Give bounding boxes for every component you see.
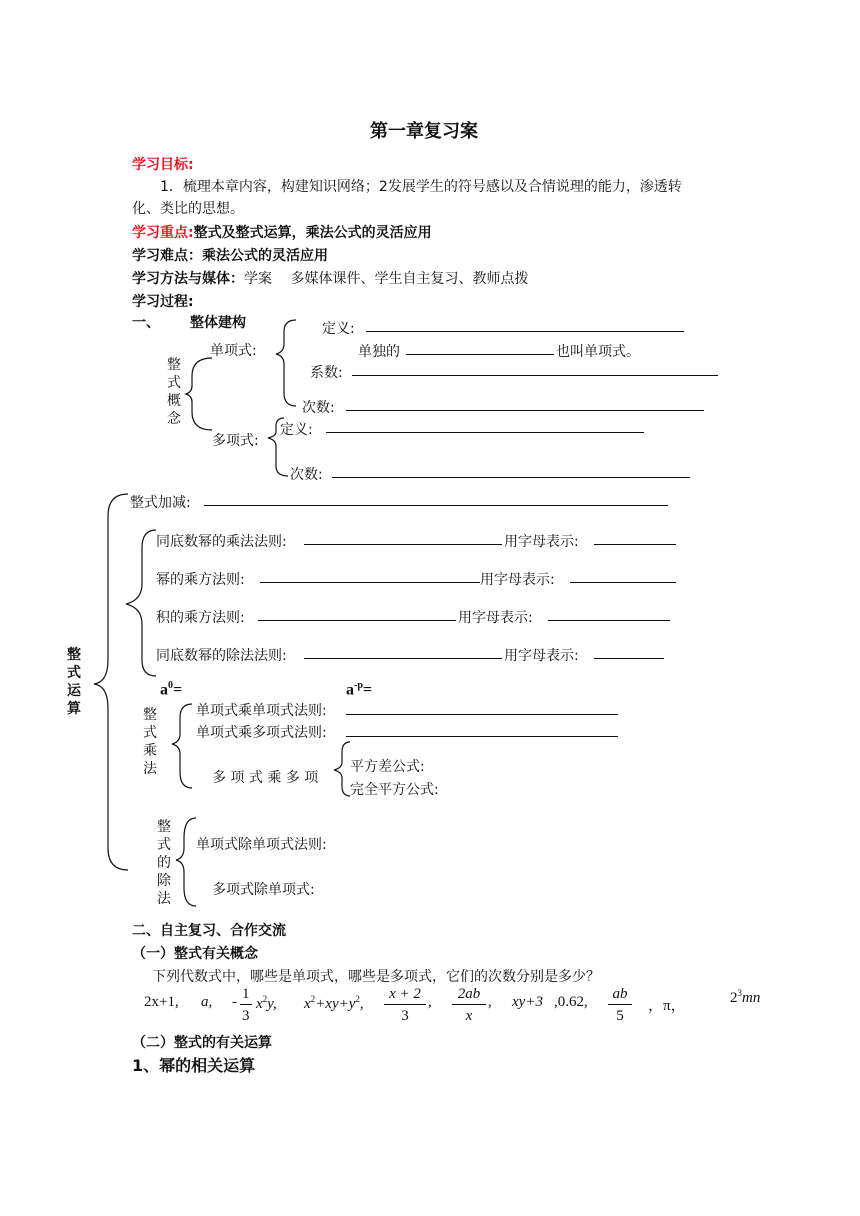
one-third-den: 3 (242, 1008, 250, 1024)
expr-x2y (256, 994, 277, 1013)
rule-letter-blank[interactable] (594, 544, 676, 545)
add-sub-label: 整式加减: (130, 495, 191, 511)
mono-def-label: 定义: (322, 321, 355, 337)
rule-letter-label: 用字母表示: (504, 648, 579, 664)
x2y-x: x (256, 996, 263, 1012)
goal-label: 学习目标: (132, 157, 194, 173)
a-zero-sup: 0 (168, 680, 173, 691)
section1-title: 整体建构 (190, 315, 246, 331)
add-sub-blank[interactable] (204, 505, 668, 506)
x2y-sup: 2 (262, 994, 268, 1004)
rule-blank[interactable] (260, 582, 480, 583)
expr-xy-plus-3: xy+3 (512, 994, 543, 1010)
rule-letter-label: 用字母表示: (480, 572, 555, 588)
mono-degree-blank[interactable] (346, 410, 704, 411)
poly-sup1: 2 (310, 994, 316, 1004)
frac2-den: x (465, 1008, 473, 1024)
rule-name: 积的乘方法则: (156, 610, 245, 626)
mult-mono-mono: 单项式乘单项式法则: (196, 703, 327, 719)
a-negp-base: a (346, 681, 354, 699)
div-mono-mono: 单项式除单项式法则: (196, 837, 327, 853)
div-vertical-label: 整式的除法 (157, 819, 171, 907)
pow-var: mn (742, 990, 761, 1006)
rule-letter-label: 用字母表示: (504, 534, 579, 550)
poly-end: , (359, 996, 364, 1012)
difficulty: 学习难点：乘法公式的灵活应用 (132, 248, 328, 264)
expr-x-plus-2-over-3 (384, 984, 426, 1027)
question-text: 下列代数式中，哪些是单项式，哪些是多项式，它们的次数分别是多少？ (152, 969, 600, 985)
subsection3-title: 1、幂的相关运算 (132, 1056, 256, 1075)
frac2-num: 2ab (452, 984, 486, 1005)
key-label: 学习重点: (132, 225, 194, 241)
key-points (132, 222, 432, 242)
rule-name: 同底数幂的乘法法则: (156, 534, 287, 550)
expr-x2-xy-y2 (304, 994, 364, 1013)
a-zero-base: a (160, 681, 168, 699)
section1-number: 一、 (132, 315, 160, 331)
method (132, 268, 528, 288)
frac1-den: 3 (401, 1008, 409, 1024)
method-text: 学案 多媒体课件、学生自主复习、教师点拨 (244, 271, 529, 287)
key-text: 整式及整式运算，乘法公式的灵活应用 (193, 225, 432, 241)
expr-ab-over-5 (608, 984, 632, 1027)
mult-vertical-label: 整式乘法 (143, 707, 157, 777)
poly-degree-blank[interactable] (332, 477, 690, 478)
x2y-y: y, (267, 996, 277, 1012)
mono-coef-label: 系数: (310, 365, 343, 381)
rule-name: 幂的乘方法则: (156, 572, 245, 588)
expr-one-third (240, 984, 252, 1027)
mult-mono-mono-blank[interactable] (346, 714, 618, 715)
poly-def-blank[interactable] (326, 432, 644, 433)
expr-comma-1: , (428, 994, 432, 1010)
goal-line-1: 1．梳理本章内容，构建知识网络；2发展学生的符号感以及合情说理的能力，渗透转 (160, 179, 682, 195)
frac1-num: x + 2 (384, 984, 426, 1005)
one-third-num: 1 (240, 984, 252, 1005)
a-zero-eq: = (173, 681, 183, 699)
expr-comma-2: , (488, 994, 492, 1010)
rule-letter-blank[interactable] (570, 582, 676, 583)
subsection2-title: （二）整式的有关运算 (132, 1035, 272, 1051)
frac3-num: ab (608, 984, 632, 1005)
rule-blank[interactable] (304, 544, 502, 545)
poly-sup2: 2 (355, 994, 360, 1004)
expr-0-62: ,0.62, (554, 994, 588, 1010)
frac3-den: 5 (616, 1008, 624, 1024)
rule-letter-blank[interactable] (594, 658, 664, 659)
mult-mono-poly-blank[interactable] (346, 736, 618, 737)
mult-mono-poly: 单项式乘多项式法则: (196, 725, 327, 741)
poly-def-label: 定义: (280, 422, 313, 438)
polynomial-label: 多项式: (212, 433, 259, 449)
goal-line-2: 化、类比的思想。 (132, 201, 244, 217)
div-poly-mono: 多项式除单项式: (212, 882, 315, 898)
expr-neg: - (232, 994, 237, 1010)
rule-blank[interactable] (304, 658, 502, 659)
a-zero-power (160, 680, 182, 699)
section2-title: 二、自主复习、合作交流 (132, 923, 286, 939)
process-label: 学习过程: (132, 294, 194, 310)
diff-squares-label: 平方差公式: (350, 759, 425, 775)
poly-mid: +xy+y (315, 996, 356, 1012)
mono-alone-b: 也叫单项式。 (556, 344, 640, 360)
poly-x: x (304, 996, 311, 1012)
expr-2x-plus-1: 2x+1, (144, 994, 179, 1010)
rule-name: 同底数幂的除法法则: (156, 648, 287, 664)
a-negp-eq: = (362, 681, 373, 699)
expr-a: a, (201, 994, 213, 1010)
a-negp-sup: -p (354, 680, 363, 691)
pow-base: 2 (730, 990, 738, 1006)
mono-coef-blank[interactable] (352, 375, 718, 376)
rule-letter-label: 用字母表示: (458, 610, 533, 626)
mono-alone-a: 单独的 (358, 344, 400, 360)
perfect-square-label: 完全平方公式: (350, 782, 439, 798)
page-title: 第一章复习案 (370, 121, 478, 142)
subsection1-title: （一）整式有关概念 (132, 946, 258, 962)
rule-letter-blank[interactable] (548, 620, 670, 621)
mult-poly-poly: 多 项 式 乘 多 项 (212, 770, 319, 786)
rule-blank[interactable] (258, 620, 456, 621)
a-neg-p-power (346, 680, 372, 699)
expr-pi: ，π， (648, 998, 686, 1014)
monomial-label: 单项式: (210, 343, 257, 359)
concept-vertical-label: 整式概念 (167, 357, 181, 427)
mono-alone-blank[interactable] (406, 354, 554, 355)
mono-def-blank[interactable] (366, 331, 684, 332)
method-label: 学习方法与媒体： (132, 271, 244, 287)
expr-2ab-over-x (452, 984, 486, 1027)
mono-degree-label: 次数: (302, 400, 335, 416)
ops-vertical-label: 整式运算 (67, 647, 81, 717)
poly-degree-label: 次数: (290, 467, 323, 483)
pow-sup: 3 (737, 988, 742, 998)
expr-2-cubed-mn (730, 988, 760, 1007)
